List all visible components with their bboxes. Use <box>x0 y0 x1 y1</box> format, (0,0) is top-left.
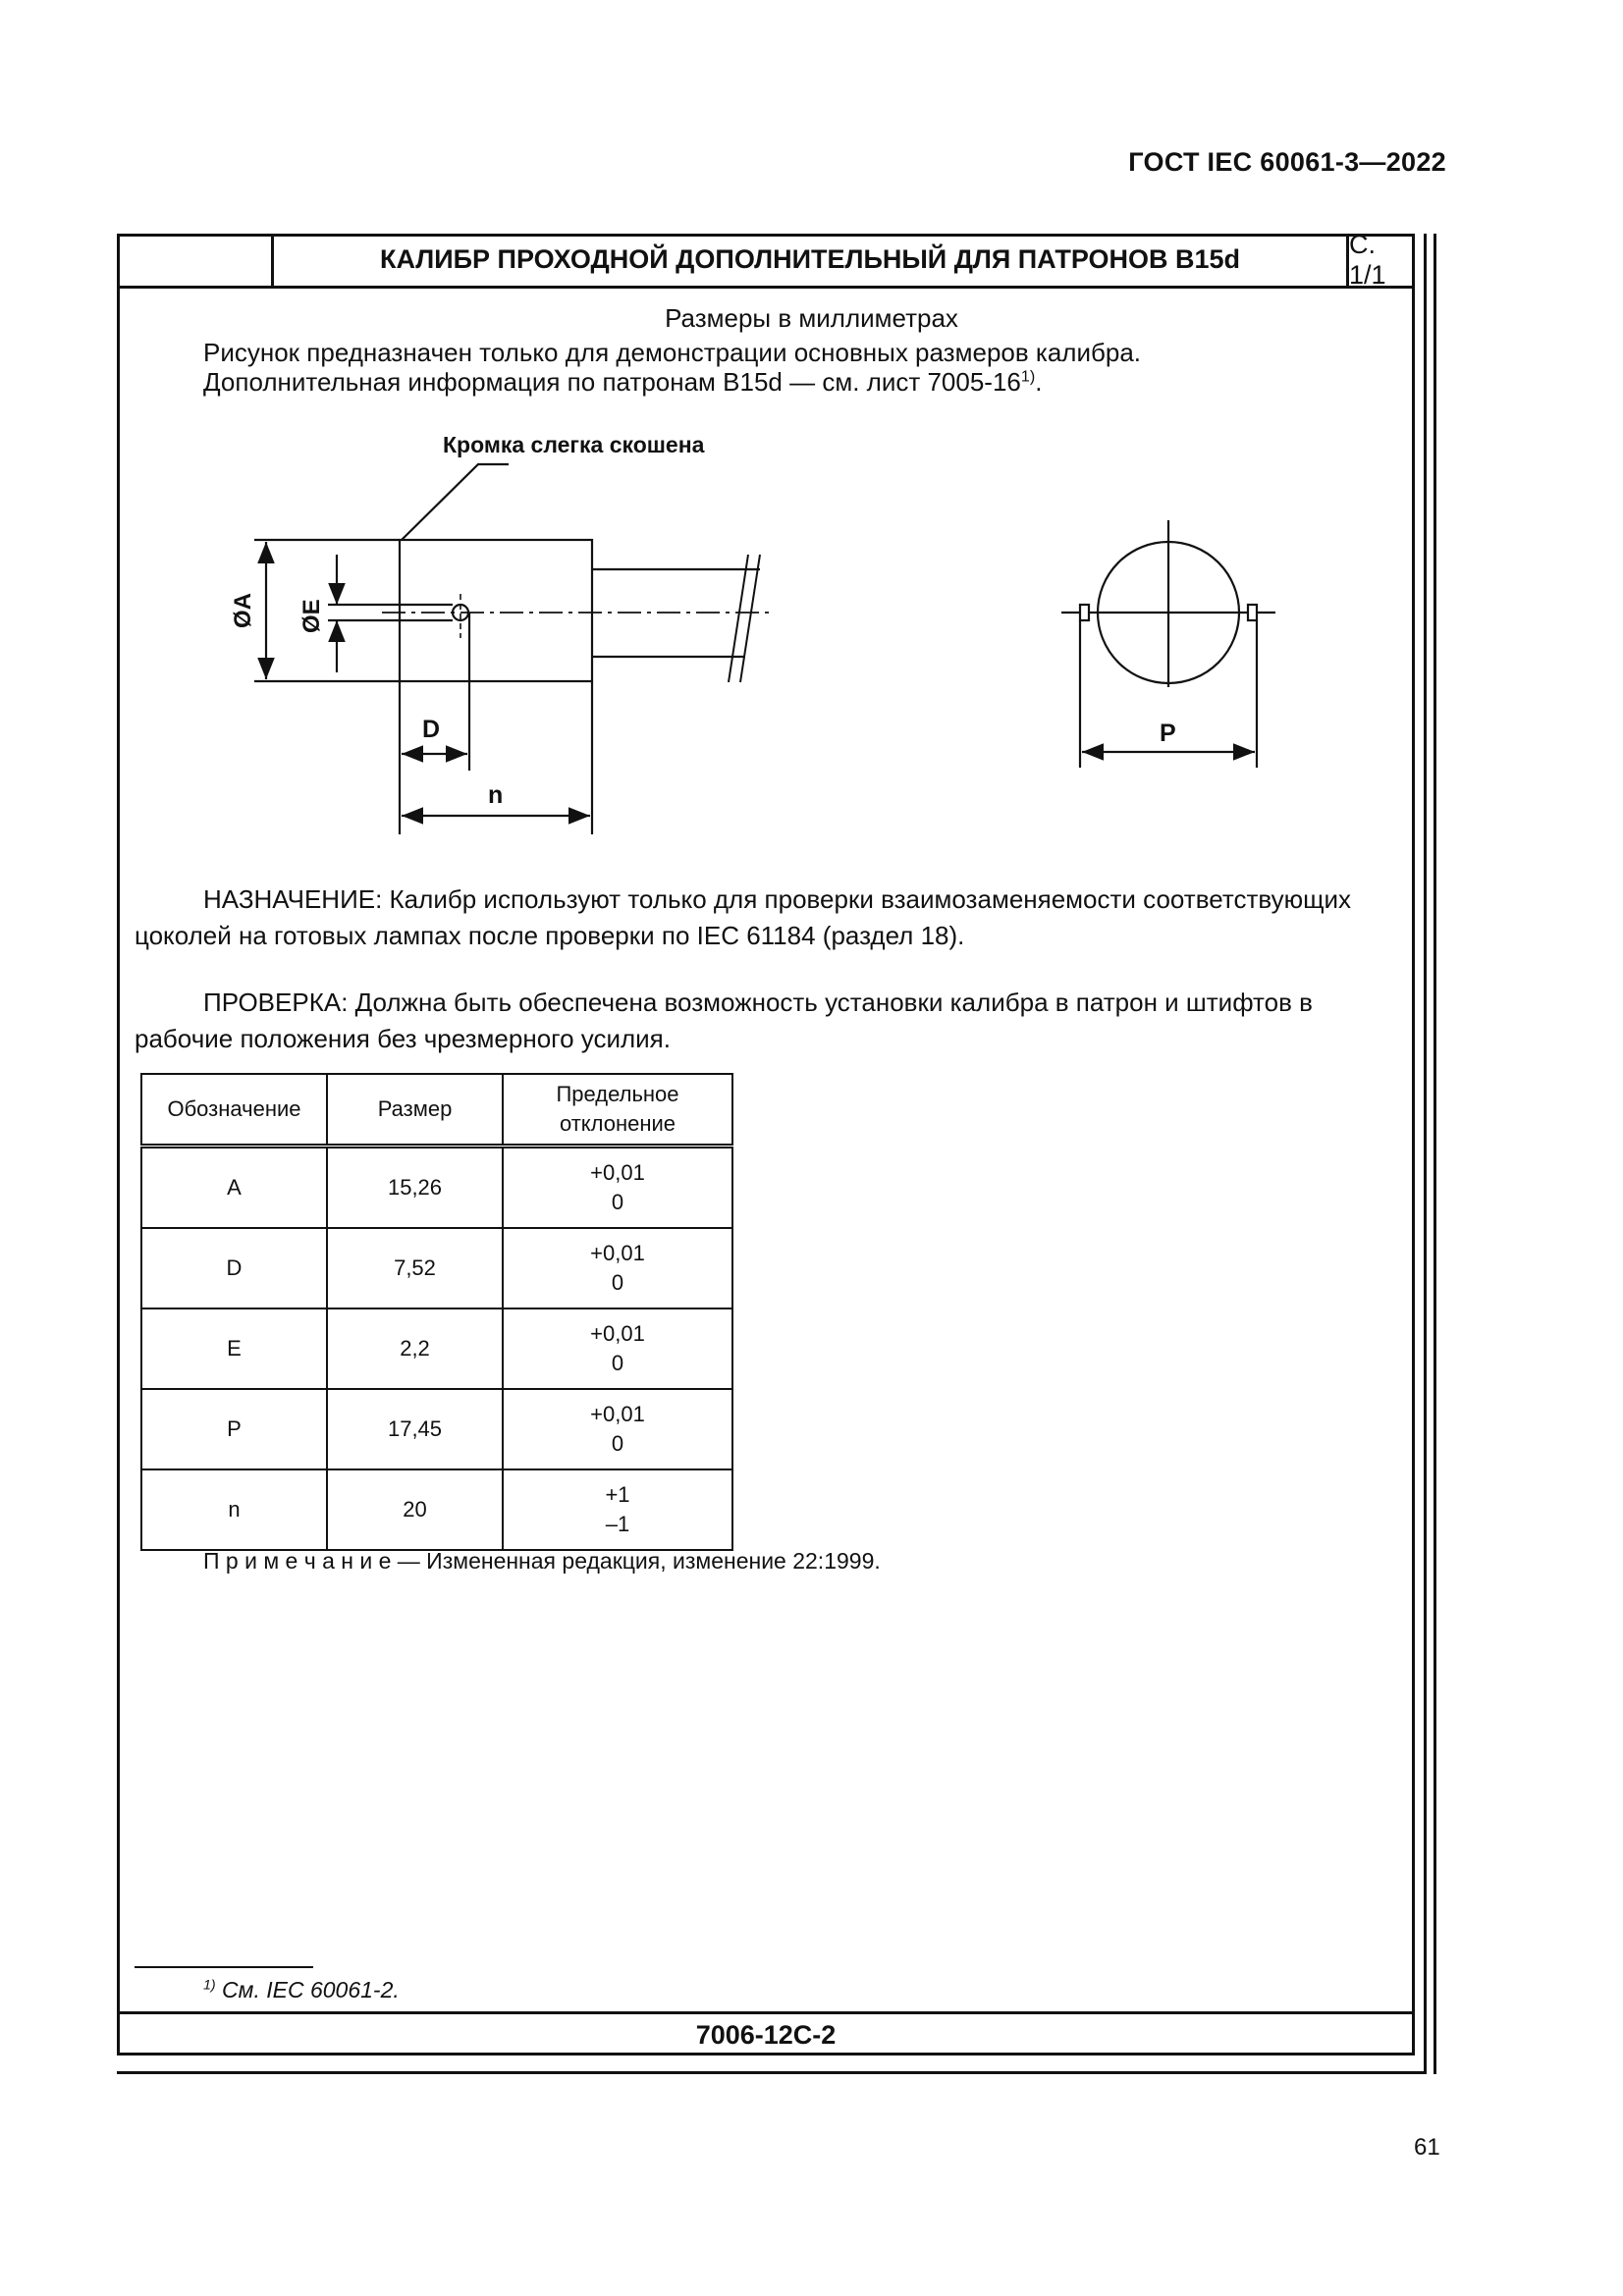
column-header: Предельное отклонение <box>503 1074 732 1147</box>
edge-label: Кромка слегка скошена <box>443 432 705 457</box>
drawing-note-line: Рисунок предназначен только для демонстрации основных размеров калибра. <box>203 338 1142 367</box>
dimensions-table <box>140 1073 733 1551</box>
dim-E-label: ØE <box>298 599 325 633</box>
title-block <box>117 229 1415 290</box>
sheet-number: С. 1/1 <box>1349 229 1386 290</box>
table-header-row <box>141 1074 732 1147</box>
tolerance-cell: +0,01 0 <box>503 1308 732 1389</box>
note-label: П р и м е ч а н и е <box>203 1548 392 1574</box>
tolerance-cell: +0,01 0 <box>503 1228 732 1308</box>
size-cell: 7,52 <box>327 1228 503 1308</box>
sheet-code: 7006-12C-2 <box>695 2019 837 2050</box>
size-cell: 17,45 <box>327 1389 503 1469</box>
footnote <box>203 1977 400 2003</box>
size-cell: 2,2 <box>327 1308 503 1389</box>
drawing-note-text: Дополнительная информация по патронам B15d — см. лист 7005-16 <box>203 367 1021 397</box>
dim-D-label: D <box>422 716 441 743</box>
document-standard-header: ГОСТ IEC 60061-3—2022 <box>1128 147 1446 177</box>
footnote-separator <box>135 1966 313 1968</box>
dim-n-label: n <box>488 781 504 809</box>
dim-A-label: ØA <box>230 593 256 628</box>
table-row <box>141 1308 732 1389</box>
frame-shadow-line <box>1434 234 1436 2074</box>
gauge-drawing <box>117 422 1344 854</box>
designation-cell: A <box>141 1147 327 1229</box>
tolerance-cell: +1 –1 <box>503 1469 732 1550</box>
purpose-paragraph: НАЗНАЧЕНИЕ: Калибр используют только для проверки взаимозаменяемости соответствующих цоколей на готовых лампах после проверки по IEC 61184 (раздел 18). <box>135 884 1352 950</box>
designation-cell: n <box>141 1469 327 1550</box>
designation-cell: P <box>141 1389 327 1469</box>
column-header: Обозначение <box>141 1074 327 1147</box>
table-note <box>203 1548 881 1575</box>
size-cell: 15,26 <box>327 1147 503 1229</box>
column-header: Размер <box>327 1074 503 1147</box>
units-note: Размеры в миллиметрах <box>665 303 958 333</box>
page-number: 61 <box>1414 2134 1440 2161</box>
designation-cell: E <box>141 1308 327 1389</box>
title-block-empty-cell <box>117 234 274 286</box>
gauge-body <box>400 540 592 681</box>
sheet-title: КАЛИБР ПРОХОДНОЙ ДОПОЛНИТЕЛЬНЫЙ ДЛЯ ПАТРОНОВ B15d <box>274 234 1349 286</box>
footnote-text: См. IEC 60061-2. <box>215 1977 400 2002</box>
designation-cell: D <box>141 1228 327 1308</box>
check-paragraph: ПРОВЕРКА: Должна быть обеспечена возможность установки калибра в патрон и штифтов в рабочие положения без чрезмерного усилия. <box>135 988 1313 1053</box>
dim-P-label: P <box>1160 720 1176 747</box>
footnote-marker: 1) <box>203 1977 216 1994</box>
size-cell: 20 <box>327 1469 503 1550</box>
table-row <box>141 1147 732 1229</box>
note-text: — Измененная редакция, изменение 22:1999. <box>391 1548 881 1574</box>
frame-shadow-line <box>117 2071 1424 2074</box>
tolerance-cell: +0,01 0 <box>503 1389 732 1469</box>
table-row <box>141 1469 732 1550</box>
footnote-ref: 1) <box>1020 367 1036 386</box>
table-row <box>141 1389 732 1469</box>
table-row <box>141 1228 732 1308</box>
frame-shadow-line <box>1424 234 1427 2074</box>
drawing-note-end: . <box>1035 367 1043 397</box>
tolerance-cell: +0,01 0 <box>503 1147 732 1229</box>
drawing-note-line <box>203 367 1042 398</box>
